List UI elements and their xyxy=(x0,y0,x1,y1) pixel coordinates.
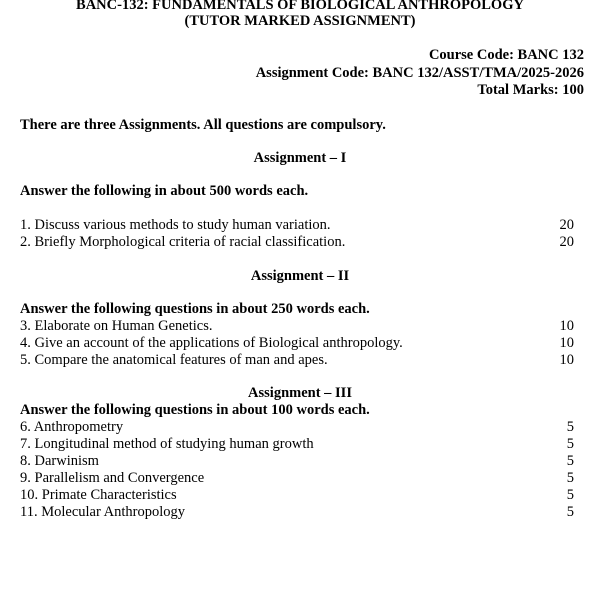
question-text: 1. Discuss various methods to study human variation. xyxy=(20,217,331,233)
question-text: 8. Darwinism xyxy=(20,453,99,469)
question-item xyxy=(20,217,574,234)
question-item xyxy=(20,436,574,453)
question-marks: 5 xyxy=(566,470,574,486)
assignment-code: Assignment Code: BANC 132/ASST/TMA/2025-2026 xyxy=(255,65,584,81)
question-text: 11. Molecular Anthropology xyxy=(20,504,185,520)
question-marks: 20 xyxy=(559,217,574,233)
course-code: Course Code: BANC 132 xyxy=(428,47,584,63)
question-text: 4. Give an account of the applications of Biological anthropology. xyxy=(20,335,403,351)
assignment-3-instruction: Answer the following questions in about 100 words each. xyxy=(20,402,370,418)
assignment-2-heading: Assignment – II xyxy=(250,268,350,284)
question-marks: 20 xyxy=(559,234,574,250)
assignment-3-heading: Assignment – III xyxy=(248,385,352,401)
document-title: BANC-132: FUNDAMENTALS OF BIOLOGICAL ANTHROPOLOGY xyxy=(76,0,524,13)
question-item xyxy=(20,352,574,369)
question-item xyxy=(20,234,574,251)
question-item xyxy=(20,419,574,436)
question-item xyxy=(20,335,574,352)
question-text: 3. Elaborate on Human Genetics. xyxy=(20,318,213,334)
question-item xyxy=(20,504,574,521)
question-item xyxy=(20,487,574,504)
question-item xyxy=(20,453,574,470)
question-text: 10. Primate Characteristics xyxy=(20,487,177,503)
question-marks: 5 xyxy=(566,436,574,452)
question-marks: 10 xyxy=(559,352,574,368)
total-marks: Total Marks: 100 xyxy=(477,82,584,98)
question-text: 7. Longitudinal method of studying human growth xyxy=(20,436,314,452)
assignment-1-instruction: Answer the following in about 500 words each. xyxy=(20,183,309,199)
question-marks: 5 xyxy=(566,504,574,520)
question-text: 6. Anthropometry xyxy=(20,419,124,435)
question-text: 2. Briefly Morphological criteria of racial classification. xyxy=(20,234,346,250)
question-marks: 10 xyxy=(559,318,574,334)
question-marks: 5 xyxy=(566,419,574,435)
question-text: 5. Compare the anatomical features of man and apes. xyxy=(20,352,328,368)
assignment-2-instruction: Answer the following questions in about 250 words each. xyxy=(20,301,370,317)
question-marks: 5 xyxy=(566,453,574,469)
question-item xyxy=(20,470,574,487)
general-instruction: There are three Assignments. All questions are compulsory. xyxy=(20,117,386,133)
question-item xyxy=(20,318,574,335)
assignment-1-heading: Assignment – I xyxy=(253,150,347,166)
document-subtitle: (TUTOR MARKED ASSIGNMENT) xyxy=(184,13,416,29)
question-marks: 10 xyxy=(559,335,574,351)
question-marks: 5 xyxy=(566,487,574,503)
question-text: 9. Parallelism and Convergence xyxy=(20,470,205,486)
